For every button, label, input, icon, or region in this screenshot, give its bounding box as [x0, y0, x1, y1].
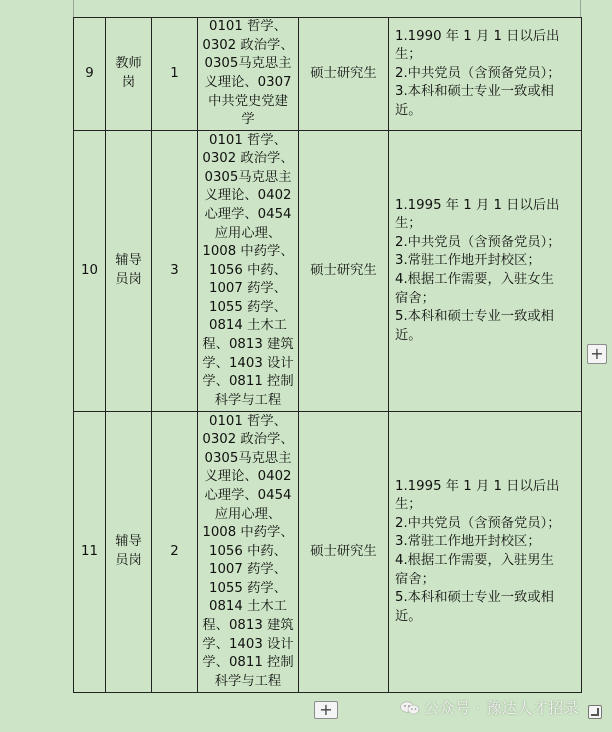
degree-cell[interactable] [299, 412, 389, 693]
count-cell[interactable] [152, 412, 198, 693]
row-number-cell[interactable] [74, 131, 106, 412]
degree: 硕士研究生 [310, 65, 377, 81]
column-guide-right [580, 0, 581, 18]
degree: 硕士研究生 [310, 262, 377, 278]
resize-handle-icon[interactable] [588, 705, 602, 719]
wechat-icon [400, 701, 420, 715]
add-column-button[interactable] [587, 344, 607, 364]
degree-cell[interactable] [299, 18, 389, 131]
post-name: 教师 岗 [115, 56, 142, 90]
headcount: 2 [170, 543, 179, 559]
major-cell[interactable] [198, 18, 299, 131]
post-cell[interactable] [106, 131, 152, 412]
requirements: 1.1995 年 1 月 1 日以后出生； 2.中共党员（含预备党员）； 3.常驻工作地开封校区； 4.根据工作需要，入驻男生 宿舍； 5.本科和硕士专业一致或相 近。 [395, 478, 561, 624]
table-row [74, 131, 582, 412]
row-number-cell[interactable] [74, 412, 106, 693]
degree-cell[interactable] [299, 131, 389, 412]
headcount: 1 [170, 65, 179, 81]
post-cell[interactable] [106, 18, 152, 131]
watermark-text: 公众号 · 豫达人才招录 [424, 699, 580, 717]
major-list: 0101 哲学、 0302 政治学、 0305马克思主 义理论、0402 心理学、0454 应用心理、 1008 中药学、 1056 中药、 1007 药学、 1055 药学、 0814 土木工 程、0813 建筑 学、1403 设计 学、0811 控制 科学与工程 [202, 132, 294, 408]
requirements-cell[interactable] [389, 18, 582, 131]
major-list: 0101 哲学、 0302 政治学、 0305马克思主 义理论、0307 中共党史党建 学 [202, 19, 294, 128]
post-cell[interactable] [106, 412, 152, 693]
requirements: 1.1990 年 1 月 1 日以后出生； 2.中共党员（含预备党员）； 3.本科和硕士专业一致或相 近。 [395, 28, 561, 118]
major-list: 0101 哲学、 0302 政治学、 0305马克思主 义理论、0402 心理学、0454 应用心理、 1008 中药学、 1056 中药、 1007 药学、 1055 药学、 0814 土木工 程、0813 建筑 学、1403 设计 学、0811 控制 科学与工程 [202, 413, 294, 689]
requirements: 1.1995 年 1 月 1 日以后出生； 2.中共党员（含预备党员）； 3.常驻工作地开封校区； 4.根据工作需要，入驻女生 宿舍； 5.本科和硕士专业一致或相 近。 [395, 197, 561, 343]
post-name: 辅导 员岗 [115, 253, 142, 287]
row-number: 9 [85, 65, 94, 81]
major-cell[interactable] [198, 412, 299, 693]
count-cell[interactable] [152, 131, 198, 412]
watermark [400, 697, 579, 718]
table-row [74, 18, 582, 131]
add-row-button[interactable] [314, 701, 338, 719]
row-number: 11 [81, 543, 98, 559]
count-cell[interactable] [152, 18, 198, 131]
row-number: 10 [81, 262, 98, 278]
plus-icon: + [319, 700, 333, 719]
major-cell[interactable] [198, 131, 299, 412]
requirements-cell[interactable] [389, 412, 582, 693]
post-name: 辅导 员岗 [115, 534, 142, 568]
plus-icon: + [590, 344, 604, 363]
recruitment-table [73, 17, 582, 693]
headcount: 3 [170, 262, 179, 278]
row-number-cell[interactable] [74, 18, 106, 131]
table-row [74, 412, 582, 693]
degree: 硕士研究生 [310, 543, 377, 559]
column-guide-left [73, 0, 74, 18]
requirements-cell[interactable] [389, 131, 582, 412]
